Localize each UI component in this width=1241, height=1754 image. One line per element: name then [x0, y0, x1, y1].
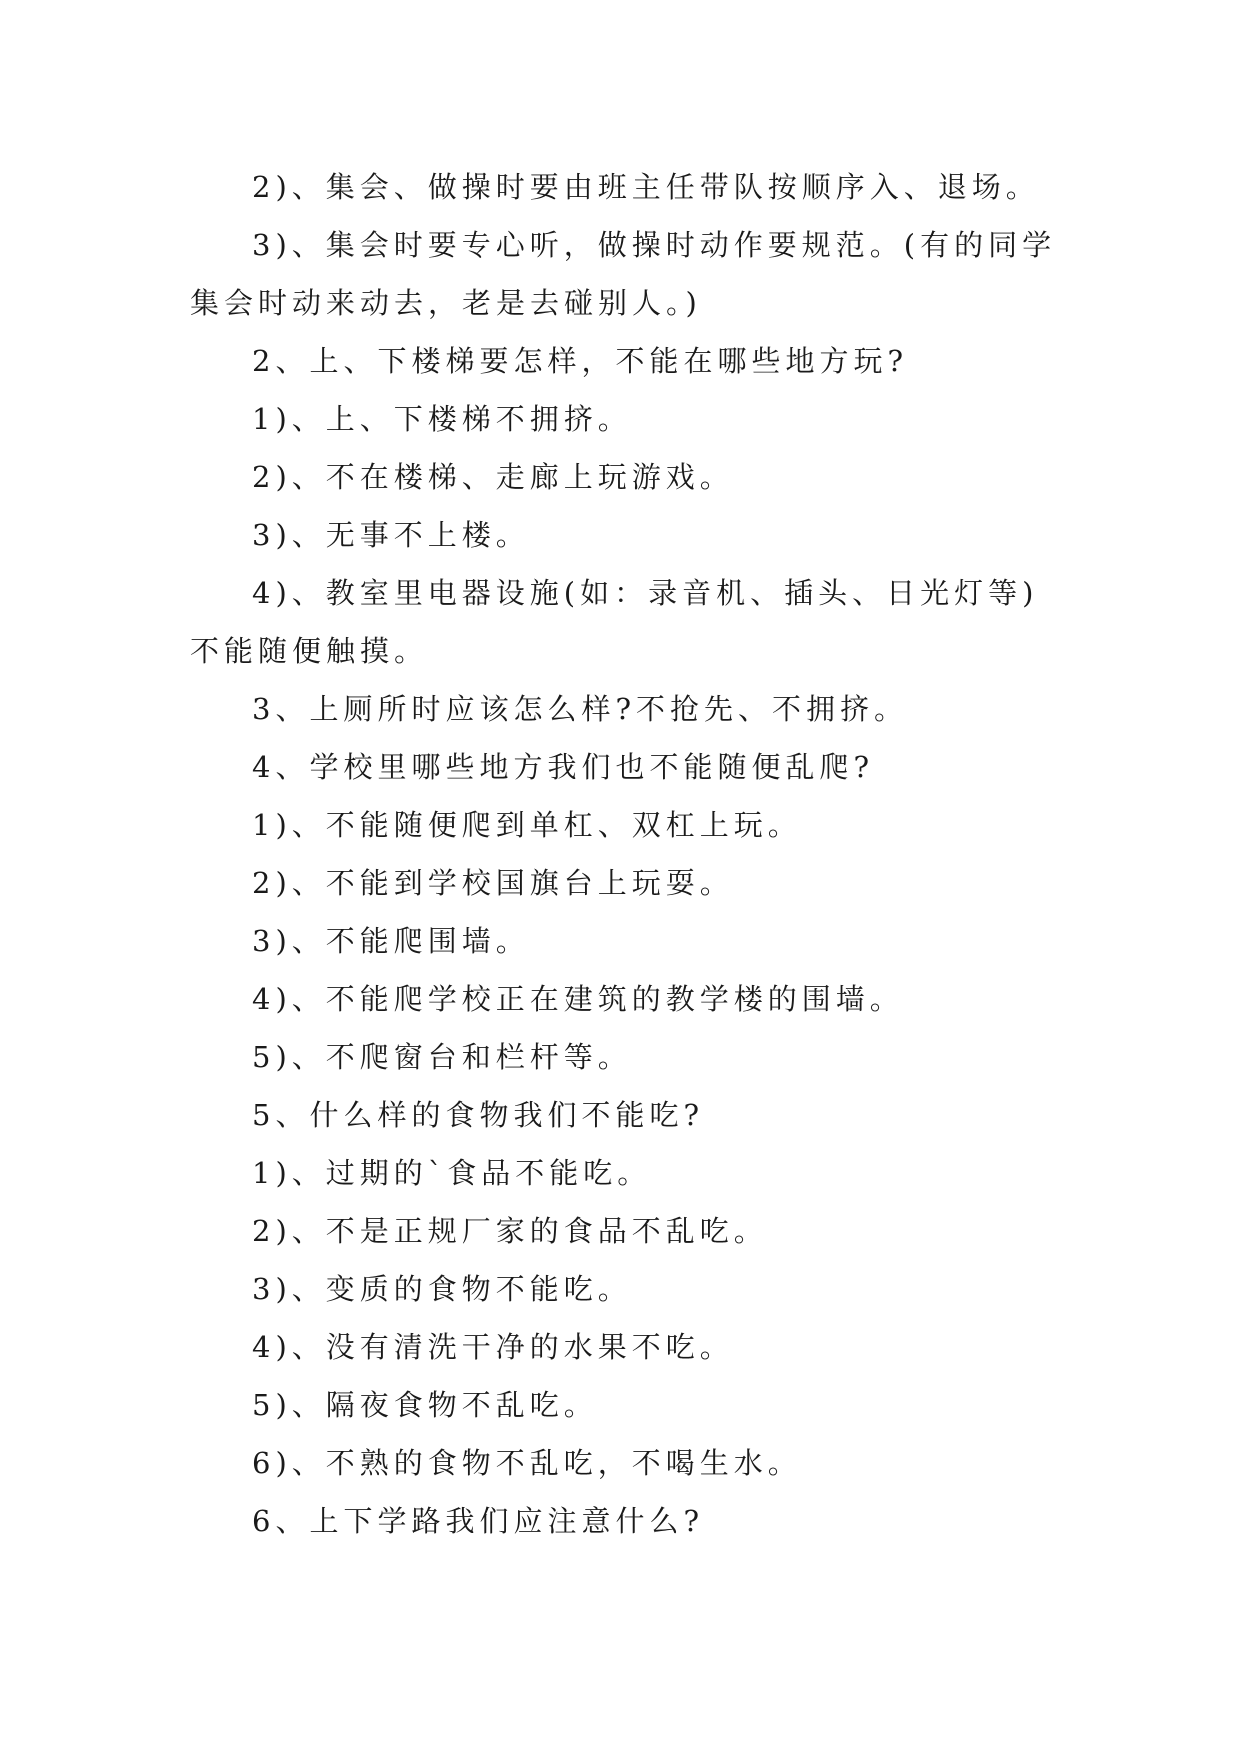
paragraph-food-spoiled: 3)、变质的食物不能吃。: [252, 1272, 632, 1306]
paragraph-climbing-construction: 4)、不能爬学校正在建筑的教学楼的围墙。: [252, 982, 904, 1016]
document-body: [190, 158, 1060, 1550]
paragraph-food-question: 5、什么样的食物我们不能吃?: [252, 1098, 704, 1132]
paragraph-food-uncooked: 6)、不熟的食物不乱吃，不喝生水。: [252, 1446, 802, 1480]
paragraph-assembly-attention: 3)、集会时要专心听，做操时动作要规范。(有的同学集会时动来动去，老是去碰别人。): [190, 228, 1057, 320]
paragraph-electrical-devices: 4)、教室里电器设施(如：录音机、插头、日光灯等)不能随便触摸。: [190, 576, 1039, 668]
paragraph-assembly-order: 2)、集会、做操时要由班主任带队按顺序入、退场。: [252, 170, 1040, 204]
paragraph-commute-question: 6、上下学路我们应注意什么?: [252, 1504, 704, 1538]
paragraph-climbing-flag-platform: 2)、不能到学校国旗台上玩耍。: [252, 866, 734, 900]
paragraph-food-unofficial: 2)、不是正规厂家的食品不乱吃。: [252, 1214, 768, 1248]
paragraph-restroom: 3、上厕所时应该怎么样?不抢先、不拥挤。: [252, 692, 908, 726]
paragraph-food-overnight: 5)、隔夜食物不乱吃。: [252, 1388, 598, 1422]
paragraph-stairs-no-upstairs: 3)、无事不上楼。: [252, 518, 530, 552]
paragraph-stairs-question: 2、上、下楼梯要怎样，不能在哪些地方玩?: [252, 344, 908, 378]
paragraph-stairs-no-games: 2)、不在楼梯、走廊上玩游戏。: [252, 460, 734, 494]
paragraph-food-expired: 1)、过期的`食品不能吃。: [252, 1156, 652, 1190]
paragraph-climbing-walls: 3)、不能爬围墙。: [252, 924, 530, 958]
paragraph-climbing-question: 4、学校里哪些地方我们也不能随便乱爬?: [252, 750, 874, 784]
paragraph-climbing-windows: 5)、不爬窗台和栏杆等。: [252, 1040, 632, 1074]
paragraph-stairs-no-crowding: 1)、上、下楼梯不拥挤。: [252, 402, 632, 436]
paragraph-food-unwashed-fruit: 4)、没有清洗干净的水果不吃。: [252, 1330, 734, 1364]
paragraph-climbing-bars: 1)、不能随便爬到单杠、双杠上玩。: [252, 808, 802, 842]
